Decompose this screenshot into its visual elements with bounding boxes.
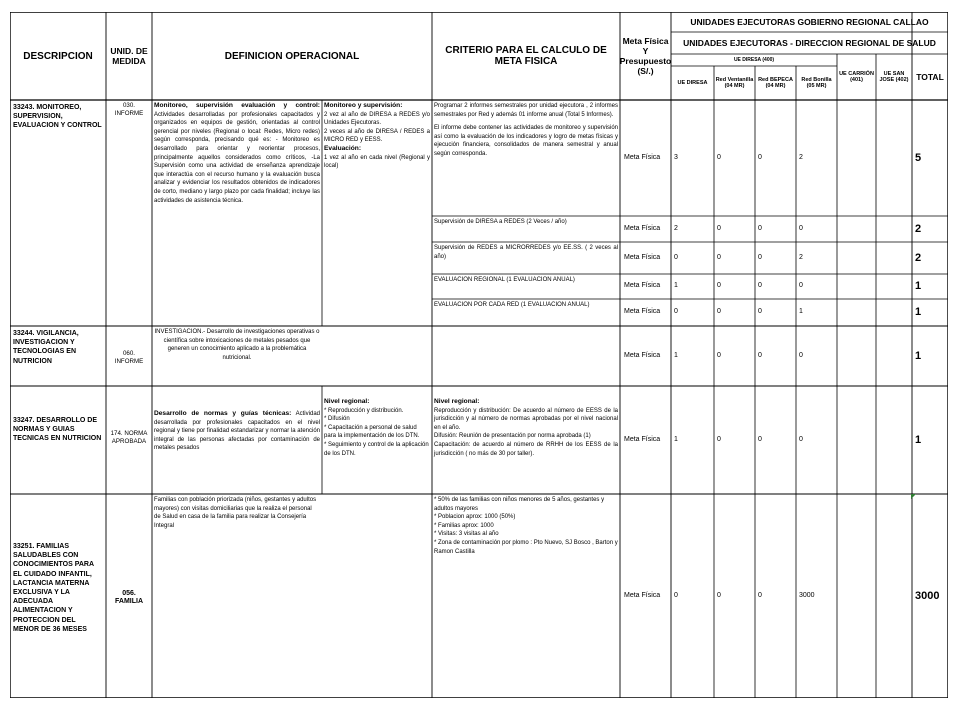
row-33247-red-bonilla: 0: [799, 435, 803, 443]
subrow-evaluacion-red-red-ventanilla: 0: [717, 308, 721, 316]
row-33243-red-bepeca: 0: [758, 153, 762, 161]
subrow-evaluacion-red-red-bepeca: 0: [758, 308, 762, 316]
row-33244-ue-diresa: 1: [674, 351, 678, 359]
row-33251-meta: Meta Física: [624, 591, 661, 599]
row-33247-red-ventanilla: 0: [717, 435, 721, 443]
row-33243-definicion-title: Monitoreo, supervisión evaluación y control:: [154, 102, 320, 109]
row-33251-red-bepeca: 0: [758, 591, 762, 599]
cell-corner-mark: [911, 494, 916, 499]
subrow-evaluacion-red-red-bonilla: 1: [799, 308, 803, 316]
subrow-supervision-diresa-red-bepeca: 0: [758, 224, 762, 232]
row-33247-criterio-left-1: * Reproducción y distribución.: [324, 407, 404, 414]
row-33243-total: 5: [915, 151, 922, 164]
row-33247-total: 1: [915, 433, 922, 446]
subrow-supervision-redes-total: 2: [915, 251, 922, 264]
subrow-supervision-redes-red-bonilla: 2: [799, 253, 803, 261]
row-33251-criterio-1: * 50% de las familias con niños menores de 5 años, gestantes y adultos mayores: [434, 497, 605, 512]
subrow-supervision-diresa-total: 2: [915, 222, 922, 235]
subrow-evaluacion-regional-meta: Meta Física: [624, 282, 661, 290]
row-33251-red-bonilla: 3000: [799, 591, 815, 599]
row-33247-criterio-3: Capacitación: de acuerdo al número de RRHH de los EESS de la jurisdicción ( no más de 30 por taller).: [434, 441, 618, 457]
row-33251-criterio-3: * Familias aprox: 1000: [434, 522, 494, 529]
row-33251-unidad: 056. FAMILIA: [115, 590, 143, 605]
row-33251-descripcion: 33251. FAMILIAS SALUDABLES CON CONOCIMIENTOS PARA EL CUIDADO INFANTIL, LACTANCIA MATERNA EXCLUSIVA Y LA ADECUADA ALIMENTACION Y PROTECCION DEL MENOR DE 36 MESES: [13, 543, 94, 633]
subrow-supervision-diresa-meta: Meta Física: [624, 224, 661, 232]
row-33243-definicion-text: Actividades desarrolladas por profesionales capacitados y organizados en equipos de gestión, orientadas al control gerencial por niveles (Regional o local: Redes, Micro redes) según corresponda, precisando qué es: - Monitoreo es desarrollado para orientar y reorientar procesos, principalmente aquellos considerados como críticos, -La Supervisión como una actividad de enseñanza aprendizaje que interactúa con el recurso humano y la evaluación busca analizar y evidenciar los resultados obtenidos de indicadores de corto, mediano y largo plazo por cada finalidad; incluye las actividades de asistencia técnica.: [154, 111, 320, 204]
row-33247-ue-diresa: 1: [674, 435, 678, 443]
row-33243-criterio-left: [322, 100, 432, 326]
row-33243-unidad: 030. INFORME: [114, 102, 144, 117]
header-unidad-medida: UNID. DE MEDIDA: [110, 46, 148, 66]
row-33247-definicion: [152, 386, 322, 494]
row-33247-criterio: [432, 386, 620, 494]
header-total: TOTAL: [916, 72, 944, 82]
row-33247-criterio-title: Nivel regional:: [434, 398, 480, 405]
row-33247-criterio-left-2: * Difusión: [324, 416, 350, 423]
row-33247-criterio-1: Reproducción y distribución: De acuerdo al número de EESS de la jurisdicción y al número de normas aprobadas por el nivel nacional en el año.: [434, 407, 618, 431]
row-33251-criterio-4: * Visitas: 3 visitas al año: [434, 531, 499, 538]
subrow-supervision-redes-ue-diresa: 0: [674, 253, 678, 261]
subrow-evaluacion-red-meta: Meta Física: [624, 308, 661, 316]
row-33247-criterio-left-title: Nivel regional:: [324, 398, 370, 405]
header-red-bonilla: Red Bonilla (05 MR): [801, 76, 832, 89]
row-33247-criterio-left: [322, 386, 432, 494]
row-33247-definicion-text: Actividad desarrollada por profesionales capacitados en el nivel regional y tiene por finalidad estandarizar y normar la atención integral de las personas afectadas por contaminación de metales pesados: [154, 411, 320, 452]
row-33247-red-bepeca: 0: [758, 435, 762, 443]
row-33251-red-ventanilla: 0: [717, 591, 721, 599]
header-ue-carrion: UE CARRIÓN (401): [839, 70, 874, 83]
row-33247-meta: Meta Física: [624, 435, 661, 443]
subrow-evaluacion-red-ue-diresa: 0: [674, 308, 678, 316]
row-33247-criterio-left-4: * Seguimiento y control de la aplicación de los DTN.: [324, 441, 429, 457]
row-33243-criterio-left-2: 2 veces al año de DIRESA / REDES a MICRO RED y EESS.: [324, 128, 430, 144]
header-ue-san-jose: UE SAN JOSE (402): [879, 70, 909, 83]
header-ue-diresa-group: UE DIRESA (400): [733, 57, 775, 63]
subrow-supervision-redes-red-ventanilla: 0: [717, 253, 721, 261]
subrow-evaluacion-regional-red-ventanilla: 0: [717, 282, 721, 290]
header-ue-diresa: UE DIRESA: [677, 79, 708, 86]
row-33251-definicion: Familias con población priorizada (niños, gestantes y adultos mayores) con visitas domiciliarias que la realiza el personal de Salud en casa de la familia para realizar la Consejería Integral: [154, 497, 317, 529]
row-33244-red-bonilla: 0: [799, 351, 803, 359]
header-red-bepeca: Red BEPECA (04 MR): [758, 76, 793, 89]
row-33244-unidad: 060. INFORME: [114, 350, 144, 365]
row-33247-criterio-2: Difusión: Reunión de presentación por norma aprobada (1): [434, 433, 591, 440]
header-unidades-gobierno: UNIDADES EJECUTORAS GOBIERNO REGIONAL CALLAO: [690, 17, 929, 27]
header-unidades-direccion: UNIDADES EJECUTORAS - DIRECCION REGIONAL DE SALUD: [683, 38, 936, 48]
row-33243-descripcion: 33243. MONITOREO, SUPERVISION, EVALUACION Y CONTROL: [13, 104, 102, 130]
row-33243-criterio-p2: El informe debe contener las actividades de monitoreo y supervisión así como la evaluación de los indicadores y logro de metas físicas y ejecución financiera, consolidados de manera semestral y anual según corresponda.: [434, 125, 618, 157]
row-33247-unidad: 174. NORMA APROBADA: [110, 430, 148, 445]
row-33243-meta: Meta Física: [624, 153, 661, 161]
row-33243-criterio-left-3: 1 vez al año en cada nivel (Regional y local): [324, 154, 430, 170]
subrow-supervision-redes-criterio: Supervisión de REDES a MICRORREDES y/o EE.SS. ( 2 veces al año): [434, 245, 618, 260]
row-33244-red-ventanilla: 0: [717, 351, 721, 359]
subrow-supervision-redes-red-bepeca: 0: [758, 253, 762, 261]
row-33243-criterio-left-title: Monitoreo y supervisión:: [324, 102, 403, 109]
header-meta-presupuesto: Meta Física Y Presupuesto (S/.): [620, 36, 671, 76]
row-33243-red-ventanilla: 0: [717, 153, 721, 161]
row-33243-criterio: [432, 100, 620, 216]
subrow-supervision-redes-meta: Meta Física: [624, 253, 661, 261]
row-33244-meta: Meta Física: [624, 351, 661, 359]
subrow-supervision-diresa-ue-diresa: 2: [674, 224, 678, 232]
row-33244-descripcion: 33244. VIGILANCIA, INVESTIGACION Y TECNOLOGIAS EN NUTRICION: [13, 330, 79, 365]
row-33251-ue-diresa: 0: [674, 591, 678, 599]
row-33251-criterio-5: * Zona de contaminación por plomo : Pto Nuevo, SJ Bosco , Barton y Ramon Castilla: [434, 539, 618, 555]
row-33244-definicion: INVESTIGACION.- Desarrollo de investigaciones operativas o científica sobre intoxicaciones de metales pesados que generen un conocimiento aplicado a la problemática nutricional.: [154, 329, 320, 361]
row-33247-criterio-left-3: * Capacitación a personal de salud para la implementación de los DTN.: [324, 424, 420, 440]
planning-table: [10, 12, 948, 698]
row-33243-criterio-left-1: 2 vez al año de DIRESA a REDES y/o Unidades Ejecutoras.: [324, 111, 430, 127]
row-33243-red-bonilla: 2: [799, 153, 803, 161]
subrow-supervision-diresa-red-bonilla: 0: [799, 224, 803, 232]
row-33251-criterio: [432, 494, 620, 698]
header-criterio: CRITERIO PARA EL CALCULO DE META FISICA: [445, 45, 607, 67]
row-33251-criterio-2: * Poblacion aprox: 1000 (50%): [434, 514, 516, 521]
row-33243-criterio-p1: Programar 2 informes semestrales por unidad ejecutora , 2 informes semestrales por Red y además 01 informe anual (Total 5 Informes).: [434, 103, 618, 118]
row-33244-red-bepeca: 0: [758, 351, 762, 359]
header-descripcion: DESCRIPCION: [23, 50, 93, 62]
header-red-ventanilla: Red Ventanilla (04 MR): [715, 76, 754, 89]
subrow-evaluacion-regional-red-bonilla: 0: [799, 282, 803, 290]
row-33247-descripcion: 33247. DESARROLLO DE NORMAS Y GUIAS TECNICAS EN NUTRICION: [13, 417, 102, 443]
row-33243-definicion: [152, 100, 322, 326]
header-definicion-operacional: DEFINICION OPERACIONAL: [224, 50, 360, 62]
subrow-supervision-diresa-red-ventanilla: 0: [717, 224, 721, 232]
subrow-evaluacion-red-criterio: EVALUACION POR CADA RED (1 EVALUACION ANUAL): [434, 302, 590, 308]
subrow-evaluacion-red-total: 1: [915, 306, 922, 319]
row-33244-total: 1: [915, 349, 922, 362]
subrow-evaluacion-regional-red-bepeca: 0: [758, 282, 762, 290]
subrow-supervision-diresa-criterio: Supervisión de DIRESA a REDES (2 Veces / año): [434, 219, 567, 225]
subrow-evaluacion-regional-criterio: EVALUACION REGIONAL (1 EVALUACION ANUAL): [434, 277, 575, 283]
row-33243-ue-diresa: 3: [674, 153, 678, 161]
row-33243-criterio-left-title2: Evaluación:: [324, 144, 362, 152]
subrow-evaluacion-regional-ue-diresa: 1: [674, 282, 678, 290]
subrow-evaluacion-regional-total: 1: [915, 280, 922, 293]
row-33247-definicion-title: Desarrollo de normas y guías técnicas:: [154, 410, 292, 417]
row-33251-total: 3000: [915, 589, 940, 602]
